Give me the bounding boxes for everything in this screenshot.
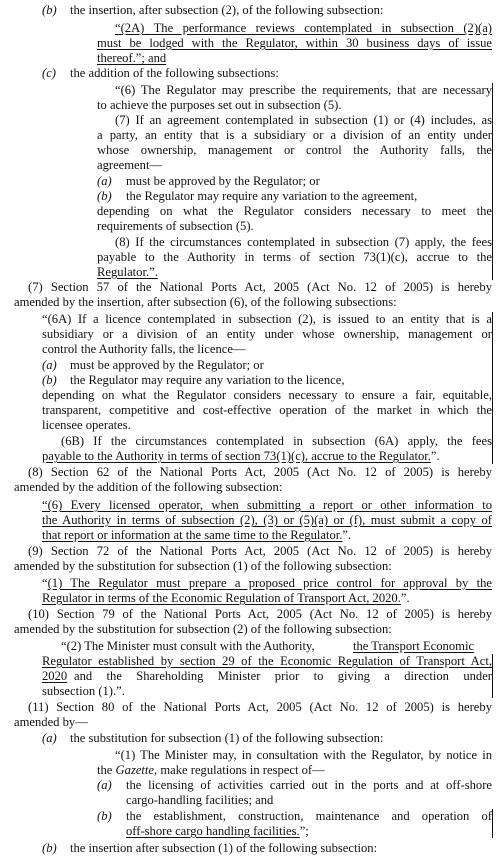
text-line [42, 591, 410, 606]
item-label: (b) [97, 809, 112, 823]
item-label: (a) [97, 778, 112, 792]
item-label: (b) [42, 373, 57, 387]
item-label: (c) [42, 66, 56, 80]
item-label: (a) [42, 358, 57, 372]
text-line [97, 51, 166, 66]
text-line: must be lodged with the Regulator, within 30 business days of issue [97, 36, 492, 50]
text-line: the insertion after subsection (1) of the following subsection: [70, 841, 378, 855]
text-line: depending on what the Regulator considers necessary to meet the [97, 204, 492, 218]
text-line: (11) Section 80 of the National Ports Act, 2005 (Act No. 12 of 2005) is hereby [28, 700, 492, 714]
text-line: transparent, competitive and cost-effective operation of the market in which the [42, 403, 492, 417]
text-line: depending on what the Regulator considers necessary to ensure a fair, equitable, [42, 388, 492, 402]
text-line: the Regulator may require any variation to the agreement, [126, 189, 418, 203]
text-line: “(6) Every licensed operator, when submitting a report or other information to [42, 498, 492, 512]
amendment-bar [492, 809, 493, 838]
opening-quote: “ [42, 576, 48, 590]
text-line: subsection (1).”. [42, 684, 125, 698]
underlined-text: that report or information at the same time to the Regulator. [42, 528, 343, 542]
gazette-italic: Gazette [115, 763, 155, 777]
text-line: amended by the addition of the following subsection: [14, 480, 283, 494]
text-fragment: the [97, 763, 113, 777]
text-line: whose ownership, management or control the Authority falls, the [97, 143, 492, 157]
text-line [97, 265, 158, 280]
text-line: (6B) If the circumstances contemplated in subsection (6A) apply, the fees [61, 434, 492, 448]
text-line: (9) Section 72 of the National Ports Act, 2005 (Act No. 12 of 2005) is hereby [28, 544, 492, 558]
underlined-text: payable to the Authority in terms of section 73(1)(c), accrue to the Regulator. [42, 449, 431, 463]
item-label: (b) [42, 3, 57, 17]
text-line [97, 763, 325, 778]
closing-quote: ”. [400, 591, 410, 605]
text-line: “(6A) If a licence contemplated in subsection (2), is issued to an entity that is a [42, 312, 492, 326]
text-line: control the Authority falls, the licence— [42, 342, 246, 356]
text-line: (10) Section 79 of the National Ports Act, 2005 (Act No. 12 of 2005) is hereby [28, 607, 492, 621]
amendment-bar [492, 654, 493, 698]
underlined-text: (1) The Regulator must prepare a proposed price control for approval by the [47, 576, 492, 590]
text-line: the insertion, after subsection (2), of the following subsection: [70, 3, 384, 17]
text-line: to achieve the purposes set out in subsection (5). [97, 98, 342, 112]
text-line: amended by the substitution for subsection (2) of the following subsection: [14, 622, 392, 636]
text-line: the establishment, construction, maintenance and operation of [126, 809, 492, 823]
text-line: subsidiary or a division of an entity under whose ownership, management or [42, 327, 492, 341]
closing-quote: ”. [430, 449, 440, 463]
text-line: and the Shareholding Minister prior to giving a direction under [74, 669, 492, 683]
amendment-bar [492, 312, 493, 464]
amendment-bar [492, 83, 493, 280]
text-line: “(1) The Minister may, in consultation with the Regulator, by notice in [115, 748, 492, 762]
text-line: (7) If an agreement contemplated in subsection (1) or (4) includes, as [115, 113, 492, 127]
underlined-text: off-shore cargo handling facilities. [126, 824, 300, 838]
text-line: (8) Section 62 of the National Ports Act, 2005 (Act No. 12 of 2005) is hereby [28, 465, 492, 479]
text-line: the licensing of activities carried out in the ports and at off-shore [126, 778, 492, 792]
text-line: licensee operates. [42, 418, 131, 432]
text-line: “(6) The Regulator may prescribe the requirements, that are necessary [115, 83, 492, 97]
underlined-text: thereof.”; and [97, 51, 167, 65]
text-line: “(2A) The performance reviews contemplated in subsection (2)(a) [115, 21, 492, 35]
closing-quote: ”. [342, 528, 352, 542]
text-line [42, 449, 440, 464]
text-line: (7) Section 57 of the National Ports Act, 2005 (Act No. 12 of 2005) is hereby [28, 280, 492, 294]
text-line [42, 576, 492, 591]
item-label: (b) [97, 189, 112, 203]
text-line: Regulator established by section 29 of the Economic Regulation of Transport Act, [42, 654, 492, 668]
text-line: (8) If the circumstances contemplated in subsection (7) apply, the fees [115, 235, 492, 249]
underlined-text: 2020 [42, 669, 68, 683]
underlined-text: the Transport Economic [353, 639, 475, 653]
text-line: amended by the substitution for subsection (1) of the following subsection: [14, 559, 392, 573]
text-line: the addition of the following subsections: [70, 66, 279, 80]
text-line: the Regulator may require any variation to the licence, [70, 373, 345, 387]
item-label: (a) [97, 174, 112, 188]
text-line: amended by— [14, 715, 88, 729]
text-line: requirements of subsection (5). [97, 219, 254, 233]
text-line: amended by the insertion, after subsection (6), of the following subsections: [14, 295, 397, 309]
text-line: must be approved by the Regulator; or [70, 358, 264, 372]
item-label: (b) [42, 841, 57, 855]
text-fragment: , make regulations in respect of— [154, 763, 325, 777]
item-label: (a) [42, 731, 57, 745]
text-line: “(2) The Minister must consult with the Authority, [61, 639, 315, 653]
closing-quote: ”; [299, 824, 309, 838]
text-line: the Authority in terms of subsection (2), (3) or (5)(a) or (f), must submit a copy of [42, 513, 492, 527]
text-line [126, 824, 309, 839]
text-line [42, 528, 351, 543]
text-line: agreement— [97, 158, 163, 172]
underlined-text: Regulator.”. [97, 265, 158, 279]
text-line: cargo-handling facilities; and [126, 793, 274, 807]
text-line: payable to the Authority in terms of section 73(1)(c), accrue to the [97, 250, 492, 264]
text-line: must be approved by the Regulator; or [126, 174, 320, 188]
text-line: the substitution for subsection (1) of the following subsection: [70, 731, 384, 745]
underlined-text: Regulator in terms of the Economic Regulation of Transport Act, 2020. [42, 591, 401, 605]
text-line: a party, an entity that is a subsidiary or a division of an entity under [97, 128, 492, 142]
